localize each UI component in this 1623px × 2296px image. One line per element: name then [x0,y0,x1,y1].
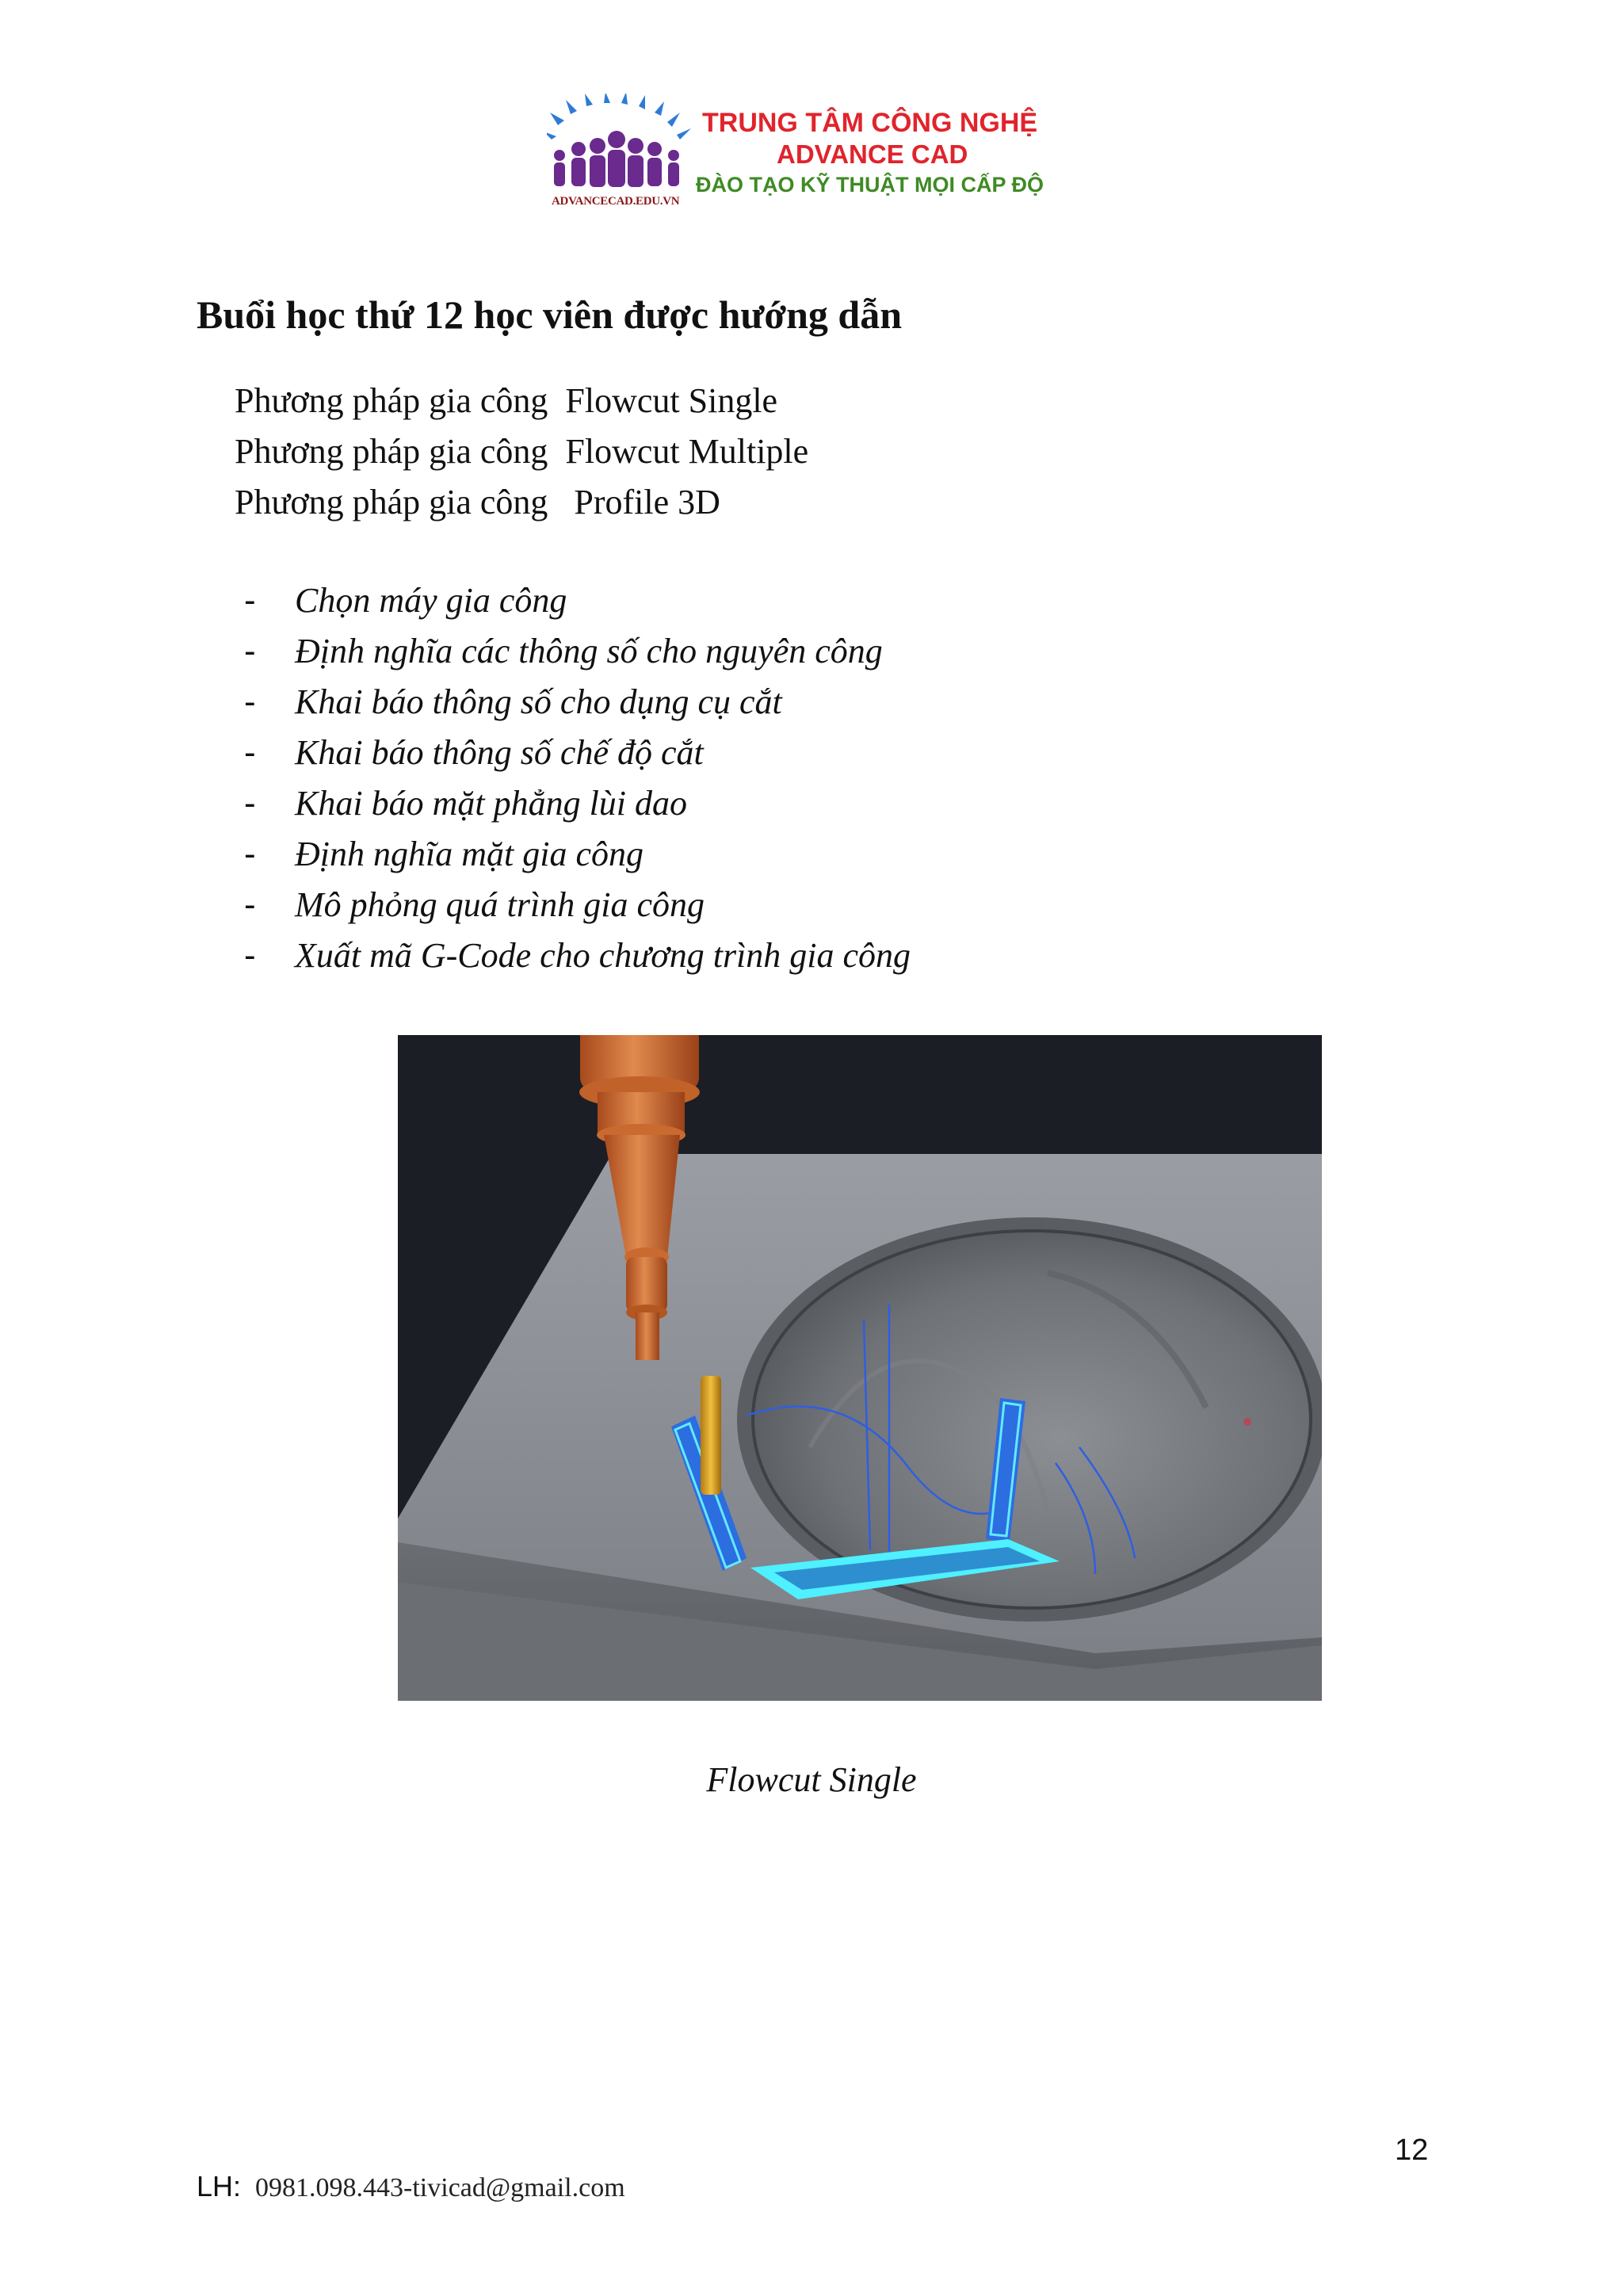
list-dash: - [244,632,256,670]
step-text: Định nghĩa các thông số cho nguyên công [295,632,883,670]
logo-brand-line: ADVANCE CAD [777,139,968,169]
logo-domain-text: ADVANCECAD.EDU.VN [552,195,680,208]
list-dash: - [244,784,256,823]
list-dash: - [244,733,256,772]
method-list [235,376,808,528]
contact-line [197,2170,625,2203]
contact-value: 0981.098.443-tivicad@gmail.com [255,2173,625,2202]
list-dash: - [244,936,256,975]
cutting-tool [701,1376,721,1495]
contact-label: LH: [197,2170,242,2202]
logo-company-line: TRUNG TÂM CÔNG NGHỆ [702,108,1038,138]
method-item: Phương pháp gia công Profile 3D [235,483,720,521]
step-text: Định nghĩa mặt gia công [295,835,643,873]
step-text: Khai báo mặt phẳng lùi dao [295,784,688,823]
step-text: Xuất mã G-Code cho chương trình gia công [295,936,911,975]
list-dash: - [244,835,256,873]
method-item: Phương pháp gia công Flowcut Multiple [235,432,809,471]
method-item: Phương pháp gia công Flowcut Single [235,381,778,420]
step-text: Khai báo thông số cho dụng cụ cắt [295,682,782,721]
page-number: 12 [1395,2134,1429,2167]
step-text: Chọn máy gia công [295,581,567,620]
flowcut-render-image [398,1035,1322,1701]
list-dash: - [244,581,256,620]
lesson-heading: Buổi học thứ 12 học viên được hướng dẫn [197,292,903,337]
cnc-simulation-illustration [398,1035,1322,1701]
list-dash: - [244,885,256,924]
list-dash: - [244,682,256,721]
figure-caption: Flowcut Single [706,1760,917,1799]
step-text: Khai báo thông số chế độ cắt [295,733,704,772]
company-logo [547,94,1070,220]
logo-slogan-line: ĐÀO TẠO KỸ THUẬT MỌI CẤP ĐỘ [696,173,1044,197]
step-text: Mô phỏng quá trình gia công [295,885,705,924]
